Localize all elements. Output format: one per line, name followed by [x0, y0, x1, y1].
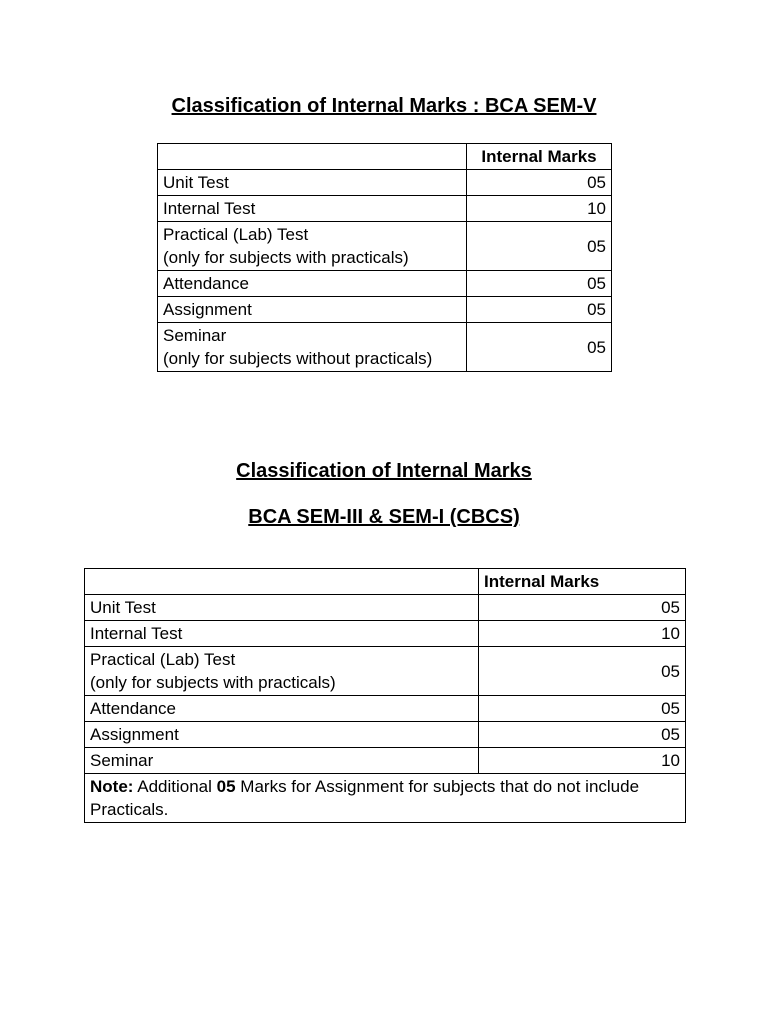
note-cell — [85, 774, 686, 823]
sem3-sem1-marks-table — [84, 568, 686, 823]
table-row — [85, 621, 686, 647]
row-label: Seminar — [85, 748, 479, 774]
section1-title: Classification of Internal Marks : BCA SEM-V — [171, 95, 597, 117]
row-label-line2: (only for subjects with practicals) — [163, 248, 409, 267]
note-row — [85, 774, 686, 823]
table-row — [158, 170, 612, 196]
row-value: 05 — [467, 323, 612, 372]
row-value: 10 — [479, 621, 686, 647]
row-value: 05 — [467, 170, 612, 196]
row-label: Internal Test — [85, 621, 479, 647]
row-label — [158, 323, 467, 372]
row-value: 05 — [479, 595, 686, 621]
header-internal-marks: Internal Marks — [467, 144, 612, 170]
row-label: Attendance — [158, 271, 467, 297]
row-label: Assignment — [85, 722, 479, 748]
row-label: Assignment — [158, 297, 467, 323]
note-emphasis: 05 — [216, 777, 236, 796]
table-row — [158, 323, 612, 372]
section2-title-line1: Classification of Internal Marks — [236, 460, 532, 482]
note-text-before: Additional — [133, 777, 217, 796]
table-row — [85, 722, 686, 748]
sem5-marks-table — [157, 143, 612, 372]
section2-title-line2: BCA SEM-III & SEM-I (CBCS) — [248, 506, 520, 528]
note-text-after: Marks for Assignment for subjects that do not include Practicals. — [90, 777, 640, 819]
row-label-line1: Seminar — [163, 326, 227, 345]
row-label — [158, 222, 467, 271]
header-empty-cell — [85, 569, 479, 595]
table-row — [85, 647, 686, 696]
row-value: 10 — [479, 748, 686, 774]
table-row — [158, 271, 612, 297]
table-row — [85, 595, 686, 621]
table-row — [158, 196, 612, 222]
row-value: 05 — [479, 696, 686, 722]
table-row — [85, 748, 686, 774]
row-label: Attendance — [85, 696, 479, 722]
table-row — [85, 696, 686, 722]
row-label-line1: Practical (Lab) Test — [90, 650, 236, 669]
row-label: Unit Test — [85, 595, 479, 621]
row-value: 05 — [479, 647, 686, 696]
row-label: Unit Test — [158, 170, 467, 196]
header-empty-cell — [158, 144, 467, 170]
row-label-line1: Practical (Lab) Test — [163, 225, 309, 244]
header-internal-marks: Internal Marks — [479, 569, 686, 595]
table-row — [158, 222, 612, 271]
row-value: 10 — [467, 196, 612, 222]
note-label: Note: — [90, 777, 134, 796]
row-label-line2: (only for subjects without practicals) — [163, 349, 433, 368]
row-value: 05 — [467, 271, 612, 297]
table-row — [158, 297, 612, 323]
row-value: 05 — [479, 722, 686, 748]
row-label — [85, 647, 479, 696]
row-value: 05 — [467, 297, 612, 323]
row-value: 05 — [467, 222, 612, 271]
row-label-line2: (only for subjects with practicals) — [90, 673, 336, 692]
table-header-row — [158, 144, 612, 170]
table-header-row — [85, 569, 686, 595]
row-label: Internal Test — [158, 196, 467, 222]
